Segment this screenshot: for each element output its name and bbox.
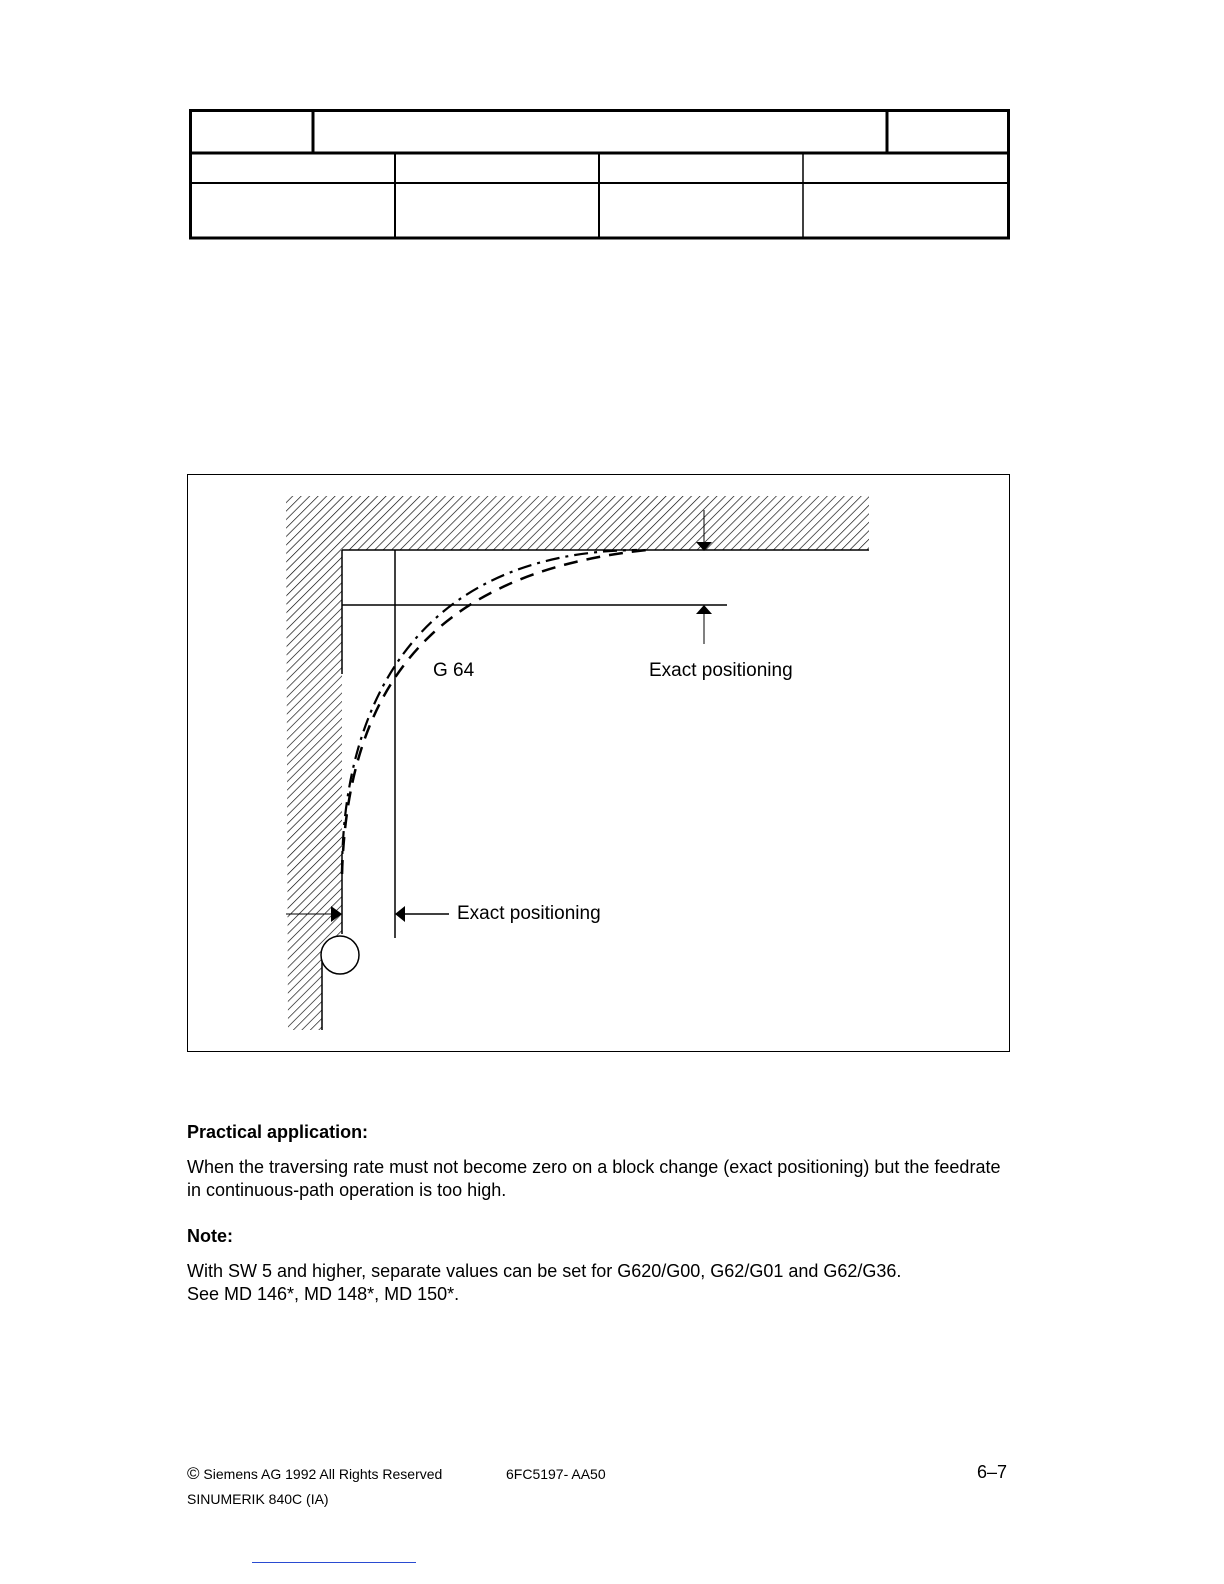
header-table	[189, 109, 1009, 240]
copyright-text: Siemens AG 1992 All Rights Reserved	[203, 1466, 443, 1482]
practical-application-text: When the traversing rate must not become zero on a block change (exact positioning) but the feedrate in continuous-path operation is too high.	[187, 1157, 1001, 1200]
order-number: 6FC5197- AA50	[506, 1466, 606, 1482]
note-heading: Note:	[187, 1226, 233, 1246]
note-line-1: With SW 5 and higher, separate values can be set for G620/G00, G62/G01 and G62/G36.	[187, 1261, 902, 1281]
header-table-grid	[189, 109, 1011, 242]
note-line-2: See MD 146*, MD 148*, MD 150*.	[187, 1284, 460, 1304]
copyright-symbol: ©	[187, 1464, 200, 1483]
page-number: 6–7	[977, 1462, 1008, 1482]
bottom-distance-arrowhead	[696, 605, 712, 614]
workpiece-hatch	[286, 496, 869, 1030]
bottom-link-underline[interactable]	[252, 1562, 416, 1563]
g64-dash-dot-path	[342, 550, 637, 874]
product-name: SINUMERIK 840C (IA)	[187, 1491, 329, 1507]
g64-corner-diagram	[187, 474, 1010, 1052]
exact-positioning-pointer-arrowhead	[395, 906, 405, 922]
practical-application-heading: Practical application:	[187, 1122, 369, 1142]
exact-positioning-label-bottom: Exact positioning	[457, 903, 601, 924]
footer-copyright	[187, 1464, 442, 1484]
g64-dashed-path	[342, 550, 647, 874]
tool-circle	[321, 936, 359, 974]
diagram-canvas	[187, 474, 1010, 1052]
g64-label: G 64	[433, 660, 475, 681]
exact-positioning-label-top: Exact positioning	[649, 660, 793, 681]
